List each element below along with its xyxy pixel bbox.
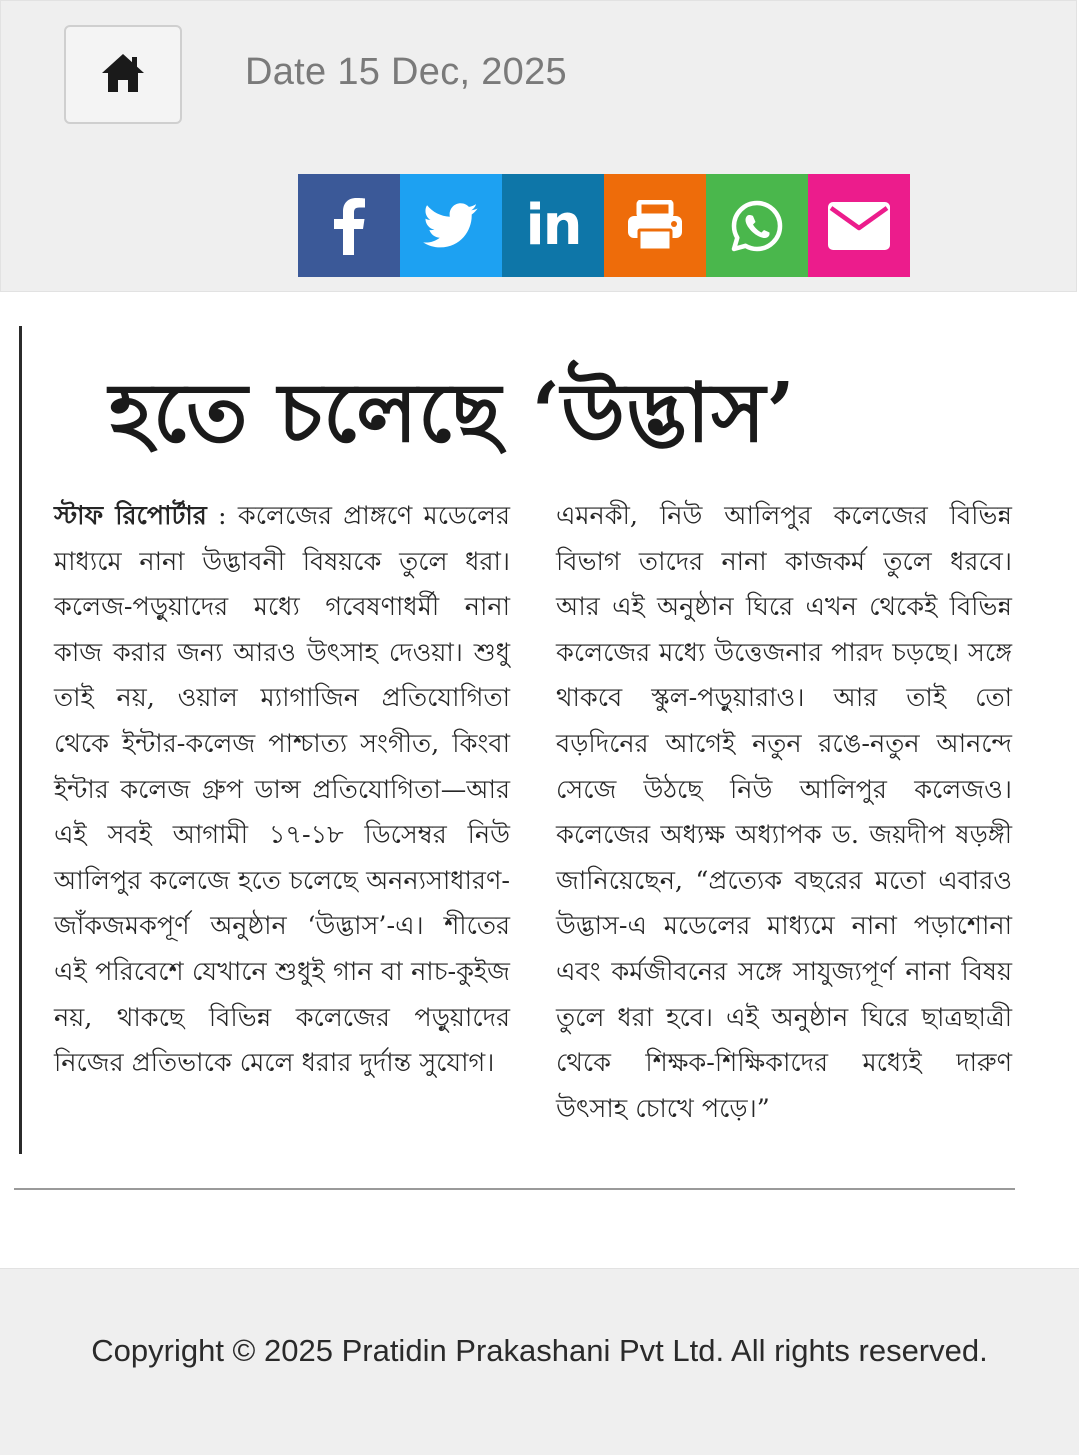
edition-date xyxy=(245,51,567,94)
facebook-icon xyxy=(332,197,366,255)
news-clipping xyxy=(14,318,1017,1194)
left-column-text: : কলেজের প্রাঙ্গণে মডেলের মাধ্যমে নানা উদ্ভাবনী বিষয়কে তুলে ধরা। কলেজ-পড়ুয়াদের মধ্যে গবেষণাধর্মী নানা কাজ করার জন্য আরও উৎসাহ দেওয়া। শুধু তাই নয়, ওয়াল ম্যাগাজিন প্রতিযোগিতা থেকে ইন্টার-কলেজ পাশ্চাত্য সংগীত, কিংবা ইন্টার কলেজ গ্রুপ ডান্স প্রতিযোগিতা—আর এই সবই আগামী ১৭-১৮ ডিসেম্বর নিউ আলিপুর কলেজে হতে চলেছে অনন্যসাধারণ-জাঁকজমকপূর্ণ অনুষ্ঠান ‘উদ্ভাস’-এ। শীতের এই পরিবেশে যেখানে শুধুই গান বা নাচ-কুইজ নয়, থাকছে বিভিন্ন কলেজের পড়ুয়াদের নিজের প্রতিভাকে মেলে ধরার দুর্দান্ত সুযোগ। xyxy=(54,501,510,1079)
article-headline: হতে চলেছে ‘উদ্ভাস’ xyxy=(109,365,796,461)
copyright-text: Copyright © 2025 Pratidin Prakashani Pvt Ltd. All rights reserved. xyxy=(91,1333,988,1368)
article-byline: স্টাফ রিপোর্টার xyxy=(54,501,207,531)
article-column-right xyxy=(556,494,1012,1132)
email-share-button[interactable] xyxy=(808,174,910,277)
page-footer xyxy=(0,1268,1079,1455)
article-column-left xyxy=(54,494,510,1087)
whatsapp-share-button[interactable] xyxy=(706,174,808,277)
clipping-bottom-rule xyxy=(14,1188,1015,1190)
linkedin-share-button[interactable] xyxy=(502,174,604,277)
home-icon xyxy=(100,52,146,98)
date-value: 15 Dec, 2025 xyxy=(337,51,567,93)
home-button[interactable] xyxy=(64,25,182,124)
page-header xyxy=(0,0,1077,292)
linkedin-icon: in xyxy=(525,192,581,258)
twitter-icon xyxy=(423,203,479,249)
right-column-text: এমনকী, নিউ আলিপুর কলেজের বিভিন্ন বিভাগ তাদের নানা কাজকর্ম তুলে ধরবে। আর এই অনুষ্ঠান ঘিরে এখন থেকেই বিভিন্ন কলেজের মধ্যে উত্তেজনার পারদ চড়ছে। সঙ্গে থাকবে স্কুল-পড়ুয়ারাও। আর তাই তো বড়দিনের আগেই নতুন রঙে-নতুন আনন্দে সেজে উঠছে নিউ আলিপুর কলেজও। কলেজের অধ্যক্ষ অধ্যাপক ড. জয়দীপ ষড়ঙ্গী জানিয়েছেন, “প্রত্যেক বছরের মতো এবারও উদ্ভাস-এ মডেলের মাধ্যমে নানা পড়াশোনা এবং কর্মজীবনের সঙ্গে সাযুজ্যপূর্ণ নানা বিষয় তুলে ধরা হবে। এই অনুষ্ঠান ঘিরে ছাত্রছাত্রী থেকে শিক্ষক-শিক্ষিকাদের মধ্যেই দারুণ উৎসাহ চোখে পড়ে।” xyxy=(556,501,1012,1124)
date-label: Date xyxy=(245,51,327,93)
print-icon xyxy=(626,200,684,252)
twitter-share-button[interactable] xyxy=(400,174,502,277)
facebook-share-button[interactable] xyxy=(298,174,400,277)
email-icon xyxy=(828,202,890,250)
clipping-left-rule xyxy=(19,326,22,1154)
whatsapp-icon xyxy=(730,199,784,253)
print-button[interactable] xyxy=(604,174,706,277)
share-bar xyxy=(298,174,910,277)
